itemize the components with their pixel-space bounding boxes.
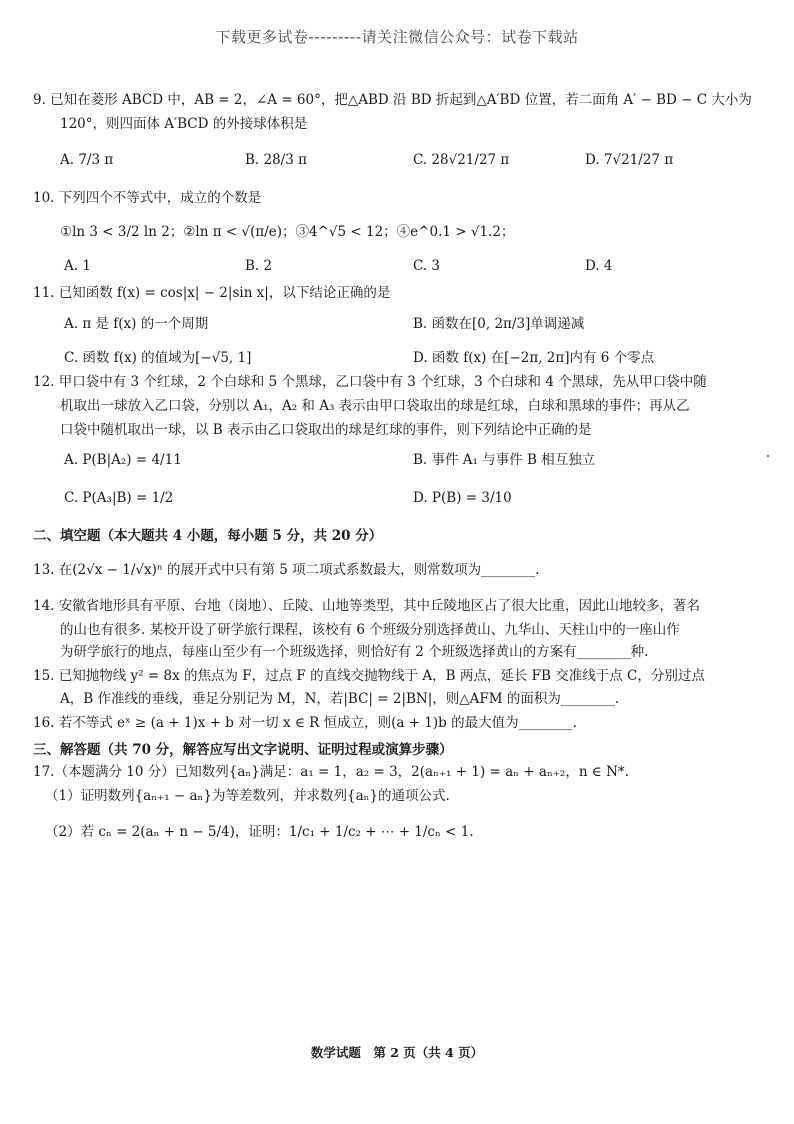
q11-option-b: B. 函数在[0, 2π/3]单调递减: [413, 316, 585, 332]
q17-part2: （2）若 cₙ = 2(aₙ + n − 5/4)，证明：1/c₁ + 1/c₂ + ⋯ + 1/cₙ < 1.: [45, 824, 474, 840]
stray-dot: [767, 455, 769, 457]
q16-text: 16. 若不等式 eˣ ≥ (a + 1)x + b 对一切 x ∈ R 恒成立，则(a + 1)b 的最大值为________.: [33, 715, 577, 731]
q12-stem-line3: 口袋中随机取出一球，以 B 表示由乙口袋取出的球是红球的事件，则下列结论中正确的是: [60, 422, 592, 438]
page-footer: 数学试题 第 2 页（共 4 页）: [310, 1045, 484, 1060]
q11-stem: 11. 已知函数 f(x) = cos|x| − 2|sin x|，以下结论正确的是: [33, 285, 391, 301]
q9-stem-line1: 9. 已知在菱形 ABCD 中，AB = 2，∠A = 60°，把△ABD 沿 BD 折起到△A′BD 位置，若二面角 A′ − BD − C 大小为: [33, 92, 752, 108]
section2-heading: 二、填空题（本大题共 4 小题，每小题 5 分，共 20 分）: [33, 528, 383, 544]
q10-option-d: D. 4: [585, 258, 613, 274]
q10-option-a: A. 1: [64, 258, 91, 274]
q10-option-b: B. 2: [245, 258, 273, 274]
q12-stem-line1: 12. 甲口袋中有 3 个红球，2 个白球和 5 个黑球，乙口袋中有 3 个红球，3 个白球和 4 个黑球，先从甲口袋中随: [33, 374, 707, 390]
q14-line3: 为研学旅行的地点，每座山至少有一个班级选择，则恰好有 2 个班级选择黄山的方案有________种.: [60, 644, 649, 660]
q11-option-c: C. 函数 f(x) 的值域为[−√5, 1]: [64, 350, 252, 366]
page-header: 下载更多试卷---------请关注微信公众号：试卷下载站: [215, 28, 579, 46]
q9-option-b: B. 28/3 π: [245, 152, 307, 168]
q9-option-c: C. 28√21/27 π: [413, 152, 510, 168]
q12-option-a: A. P(B|A₂) = 4/11: [64, 452, 182, 468]
q11-option-d: D. 函数 f(x) 在[−2π, 2π]内有 6 个零点: [413, 350, 655, 366]
q17-stem: 17.（本题满分 10 分）已知数列{aₙ}满足：a₁ = 1，a₂ = 3，2(aₙ₊₁ + 1) = aₙ + aₙ₊₂，n ∈ N*.: [33, 764, 629, 780]
q17-part1: （1）证明数列{aₙ₊₁ − aₙ}为等差数列，并求数列{aₙ}的通项公式.: [45, 788, 450, 804]
section3-heading: 三、解答题（共 70 分，解答应写出文字说明、证明过程或演算步骤）: [33, 742, 453, 758]
q9-option-a: A. 7/3 π: [60, 152, 114, 168]
q10-statements: ①ln 3 < 3/2 ln 2；②ln π < √(π/e)；③4^√5 < 12；④e^0.1 > √1.2；: [60, 224, 515, 240]
q15-line1: 15. 已知抛物线 y² = 8x 的焦点为 F，过点 F 的直线交抛物线于 A，B 两点，延长 FB 交准线于点 C，分别过点: [33, 668, 705, 684]
q15-line2: A，B 作准线的垂线，垂足分别记为 M，N，若|BC| = 2|BN|，则△AFM 的面积为________.: [60, 691, 620, 707]
q10-option-c: C. 3: [413, 258, 441, 274]
q12-option-c: C. P(A₃|B) = 1/2: [64, 490, 174, 506]
q13-text: 13. 在(2√x − 1/√x)ⁿ 的展开式中只有第 5 项二项式系数最大，则常数项为________.: [33, 562, 540, 578]
q12-option-d: D. P(B) = 3/10: [413, 490, 512, 506]
q12-stem-line2: 机取出一球放入乙口袋，分别以 A₁，A₂ 和 A₃ 表示由甲口袋取出的球是红球，白球和黑球的事件；再从乙: [60, 398, 690, 414]
q9-option-d: D. 7√21/27 π: [585, 152, 674, 168]
q10-stem: 10. 下列四个不等式中，成立的个数是: [33, 190, 262, 206]
q12-option-b: B. 事件 A₁ 与事件 B 相互独立: [413, 452, 596, 468]
q14-line1: 14. 安徽省地形具有平原、台地（岗地）、丘陵、山地等类型，其中丘陵地区占了很大比重，因此山地较多，著名: [33, 598, 701, 614]
q11-option-a: A. π 是 f(x) 的一个周期: [64, 316, 209, 332]
q14-line2: 的山也有很多. 某校开设了研学旅行课程，该校有 6 个班级分别选择黄山、九华山、天柱山中的一座山作: [60, 622, 680, 638]
q9-stem-line2: 120°，则四面体 A′BCD 的外接球体积是: [60, 116, 308, 132]
